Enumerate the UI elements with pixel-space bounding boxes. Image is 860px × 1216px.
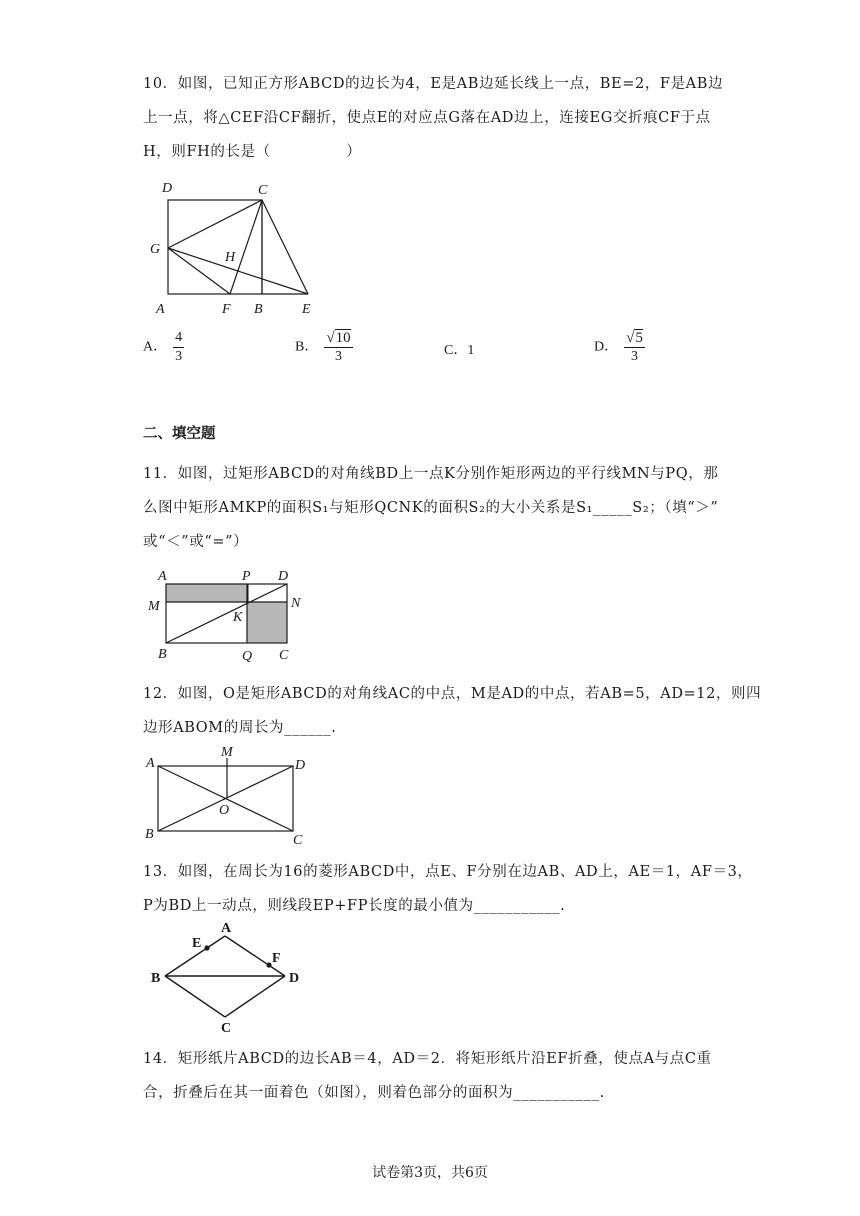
- q10-figure: [145, 178, 325, 318]
- option-b-prefix: B．: [295, 339, 319, 355]
- section-title: 二、填空题: [143, 426, 216, 442]
- q11-label-m: M: [148, 599, 160, 614]
- q13-label-d: D: [289, 971, 300, 986]
- page-footer: 试卷第3页，共6页: [372, 1165, 488, 1181]
- q10-label-b: B: [254, 302, 263, 317]
- option-c-prefix: C．: [444, 343, 468, 358]
- q11-label-c: C: [279, 648, 289, 663]
- q10-label-e: E: [302, 302, 311, 317]
- q13-label-e: E: [192, 936, 202, 951]
- q10-option-c: [444, 339, 474, 359]
- q11-label-n: N: [291, 596, 301, 611]
- q13-label-b: B: [151, 971, 161, 986]
- option-d-denominator: 3: [630, 349, 638, 364]
- q10-text-line1: 10．如图，已知正方形ABCD的边长为4，E是AB边延长线上一点，BE=2，F是AB边: [143, 76, 724, 92]
- q12-label-a: A: [146, 756, 155, 771]
- q10-label-g: G: [150, 242, 161, 257]
- q10-label-f: F: [222, 302, 231, 317]
- q11-figure: [145, 565, 315, 665]
- option-b-denominator: 3: [334, 349, 342, 364]
- q13-point-e: [204, 945, 209, 950]
- q12-label-d: D: [295, 758, 306, 773]
- q10-option-a: [143, 329, 184, 366]
- option-b-radicand: 10: [335, 330, 351, 346]
- q12-text-line2: 边形ABOM的周长为______.: [143, 720, 337, 736]
- q10-label-c: C: [258, 183, 268, 198]
- q12-label-o: O: [219, 803, 230, 818]
- q10-label-a: A: [156, 302, 165, 317]
- option-d-radicand: 5: [635, 330, 643, 346]
- q13-point-f: [266, 962, 271, 967]
- option-a-denominator: 3: [175, 349, 183, 364]
- q11-text-line3: 或“＜”或“=”）: [143, 534, 249, 550]
- q10-text-line2: 上一点，将△CEF沿CF翻折，使点E的对应点G落在AD边上，连接EG交折痕CF于点: [143, 110, 711, 126]
- q13-label-f: F: [272, 951, 281, 966]
- q12-label-m: M: [221, 745, 233, 760]
- option-d-prefix: D．: [594, 339, 619, 355]
- q10-label-h: H: [225, 250, 236, 265]
- q14-text-line1: 14．矩形纸片ABCD的边长AB＝4，AD＝2．将矩形纸片沿EF折叠，使点A与点C重: [143, 1051, 712, 1067]
- q11-label-a: A: [158, 569, 167, 584]
- q11-text-line2: 么图中矩形AMKP的面积S₁与矩形QCNK的面积S₂的大小关系是S₁_____S₂；（填“＞”: [143, 500, 719, 516]
- q12-text-line1: 12．如图，O是矩形ABCD的对角线AC的中点，M是AD的中点，若AB=5，AD=12，则四: [143, 686, 762, 702]
- q13-label-a: A: [221, 921, 232, 936]
- option-c-value: 1: [467, 343, 475, 358]
- q10-option-b: B． $\frac{√10}{3}$: [295, 330, 351, 364]
- q11-label-p: P: [242, 569, 251, 584]
- option-a-prefix: A．: [143, 339, 168, 355]
- q10-text-line3: H，则FH的长是（ ）: [143, 144, 362, 160]
- option-a-numerator: 4: [173, 329, 184, 348]
- q12-label-b: B: [145, 827, 154, 842]
- q10-option-d: D． $\frac{√5}{3}$: [594, 330, 643, 364]
- q13-figure: [145, 920, 315, 1035]
- q11-label-k: K: [233, 610, 243, 625]
- q10-label-d: D: [162, 181, 173, 196]
- q13-label-c: C: [221, 1021, 232, 1036]
- q14-text-line2: 合，折叠后在其一面着色（如图），则着色部分的面积为___________.: [143, 1085, 605, 1101]
- q11-text-line1: 11．如图，过矩形ABCD的对角线BD上一点K分别作矩形两边的平行线MN与PQ，那: [143, 466, 719, 482]
- q11-label-b: B: [158, 647, 167, 662]
- q12-label-c: C: [293, 833, 303, 848]
- q12-figure: [145, 745, 320, 848]
- q13-text-line2: P为BD上一动点，则线段EP+FP长度的最小值为___________.: [143, 898, 566, 914]
- q13-text-line1: 13．如图，在周长为16的菱形ABCD中，点E、F分别在边AB、AD上，AE＝1，AF＝3，: [143, 864, 753, 880]
- q11-label-q: Q: [242, 649, 253, 664]
- q11-label-d: D: [278, 569, 289, 584]
